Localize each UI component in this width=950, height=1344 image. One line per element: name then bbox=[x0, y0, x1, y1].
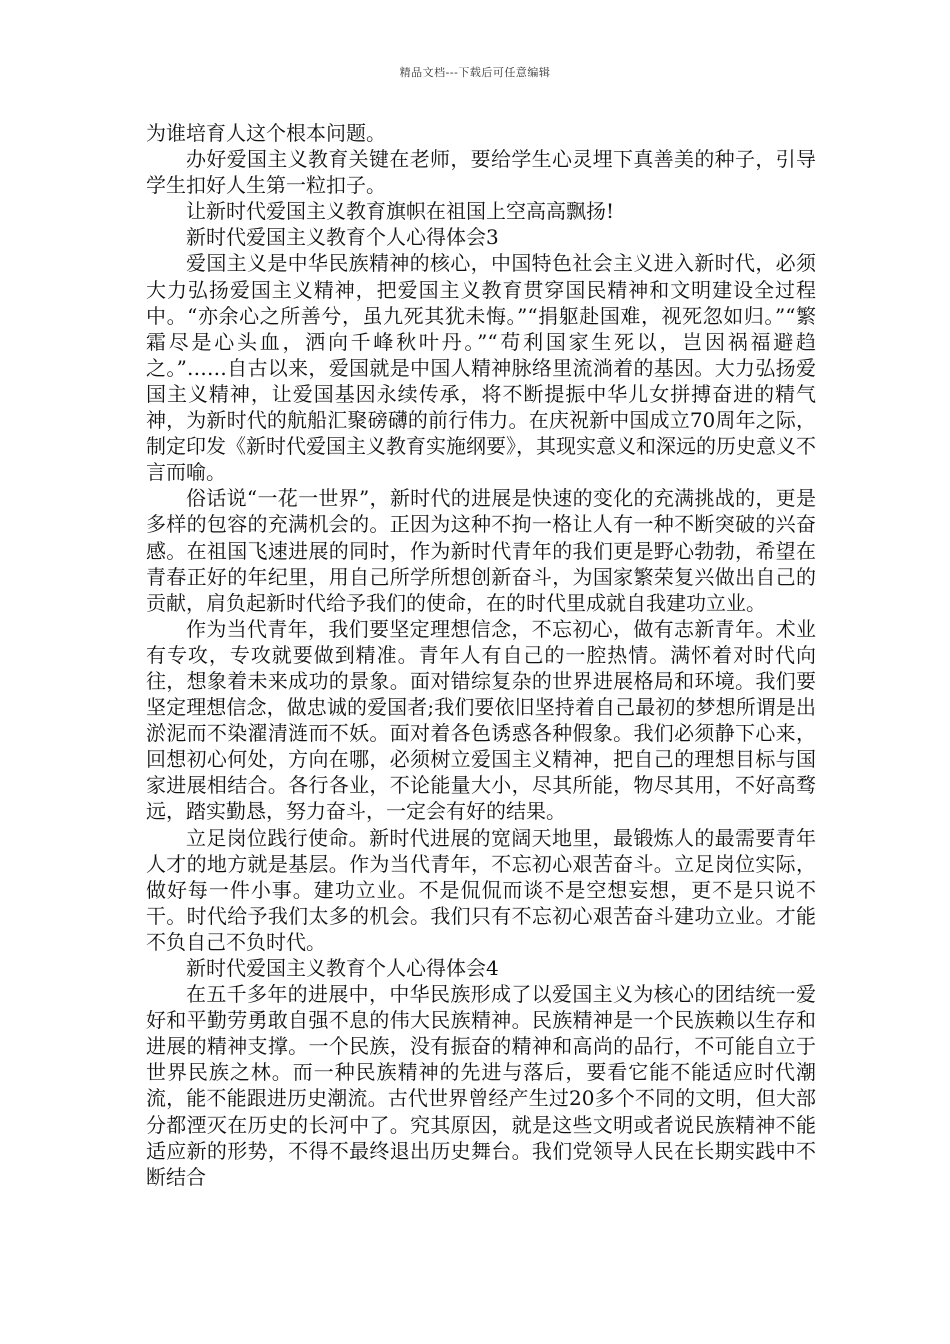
paragraph: 爱国主义是中华民族精神的核心，中国特色社会主义进入新时代，必须大力弘扬爱国主义精神，把爱国主义教育贯穿国民精神和文明建设全过程中。“亦余心之所善兮，虽九死其犹未悔。”“捐躯赴国难，视死忽如归。”“繁霜尽是心头血，洒向千峰秋叶丹。”“苟利国家生死以，岂因祸福避趋之。”……自古以来，爱国就是中国人精神脉络里流淌着的基因。大力弘扬爱国主义精神，让爱国基因永续传承，将不断提振中华儿女拼搏奋进的精气神，为新时代的航船汇聚磅礴的前行伟力。在庆祝新中国成立70周年之际，制定印发《新时代爱国主义教育实施纲要》，其现实意义和深远的历史意义不言而喻。 bbox=[146, 251, 816, 485]
paragraph: 俗话说“一花一世界”，新时代的进展是快速的变化的充满挑战的，更是多样的包容的充满机会的。正因为这种不拘一格让人有一种不断突破的兴奋感。在祖国飞速进展的同时，作为新时代青年的我们更是野心勃勃，希望在青春正好的年纪里，用自己所学所想创新奋斗，为国家繁荣复兴做出自己的贡献，肩负起新时代给予我们的使命，在的时代里成就自我建功立业。 bbox=[146, 486, 816, 615]
document-body bbox=[146, 120, 816, 1190]
page-header: 精品文档---下载后可任意编辑 bbox=[399, 66, 551, 79]
paragraph: 办好爱国主义教育关键在老师，要给学生心灵埋下真善美的种子，引导学生扣好人生第一粒扣子。 bbox=[146, 147, 816, 198]
paragraph-continuation: 为谁培育人这个根本问题。 bbox=[146, 121, 386, 145]
paragraph: 作为当代青年，我们要坚定理想信念，不忘初心，做有志新青年。术业有专攻，专攻就要做到精准。青年人有自己的一腔热情。满怀着对时代向往，想象着未来成功的景象。面对错综复杂的世界进展格局和环境。我们要坚定理想信念，做忠诚的爱国者;我们要依旧坚持着自己最初的梦想所谓是出淤泥而不染濯清涟而不妖。面对着各色诱惑各种假象。我们必须静下心来，回想初心何处，方向在哪，必须树立爱国主义精神，把自己的理想目标与国家进展相结合。各行各业，不论能量大小，尽其所能，物尽其用，不好高骛远，踏实勤恳，努力奋斗，一定会有好的结果。 bbox=[146, 616, 816, 824]
paragraph: 立足岗位践行使命。新时代进展的宽阔天地里，最锻炼人的最需要青年人才的地方就是基层。作为当代青年，不忘初心艰苦奋斗。立足岗位实际，做好每一件小事。建功立业。不是侃侃而谈不是空想妄想，更不是只说不干。时代给予我们太多的机会。我们只有不忘初心艰苦奋斗建功立业。才能不负自己不负时代。 bbox=[146, 825, 816, 954]
paragraph: 在五千多年的进展中，中华民族形成了以爱国主义为核心的团结统一爱好和平勤劳勇敢自强不息的伟大民族精神。民族精神是一个民族赖以生存和进展的精神支撑。一个民族，没有振奋的精神和高尚的品行，不可能自立于世界民族之林。而一种民族精神的先进与落后，要看它能不能适应时代潮流，能不能跟进历史潮流。古代世界曾经产生过20多个不同的文明，但大部分都湮灭在历史的长河中了。究其原因，就是这些文明或者说民族精神不能适应新的形势，不得不最终退出历史舞台。我们党领导人民在长期实践中不断结合 bbox=[146, 982, 816, 1189]
section-heading: 新时代爱国主义教育个人心得体会4 bbox=[186, 956, 499, 980]
section-heading: 新时代爱国主义教育个人心得体会3 bbox=[186, 225, 499, 250]
paragraph: 让新时代爱国主义教育旗帜在祖国上空高高飘扬! bbox=[186, 199, 615, 224]
